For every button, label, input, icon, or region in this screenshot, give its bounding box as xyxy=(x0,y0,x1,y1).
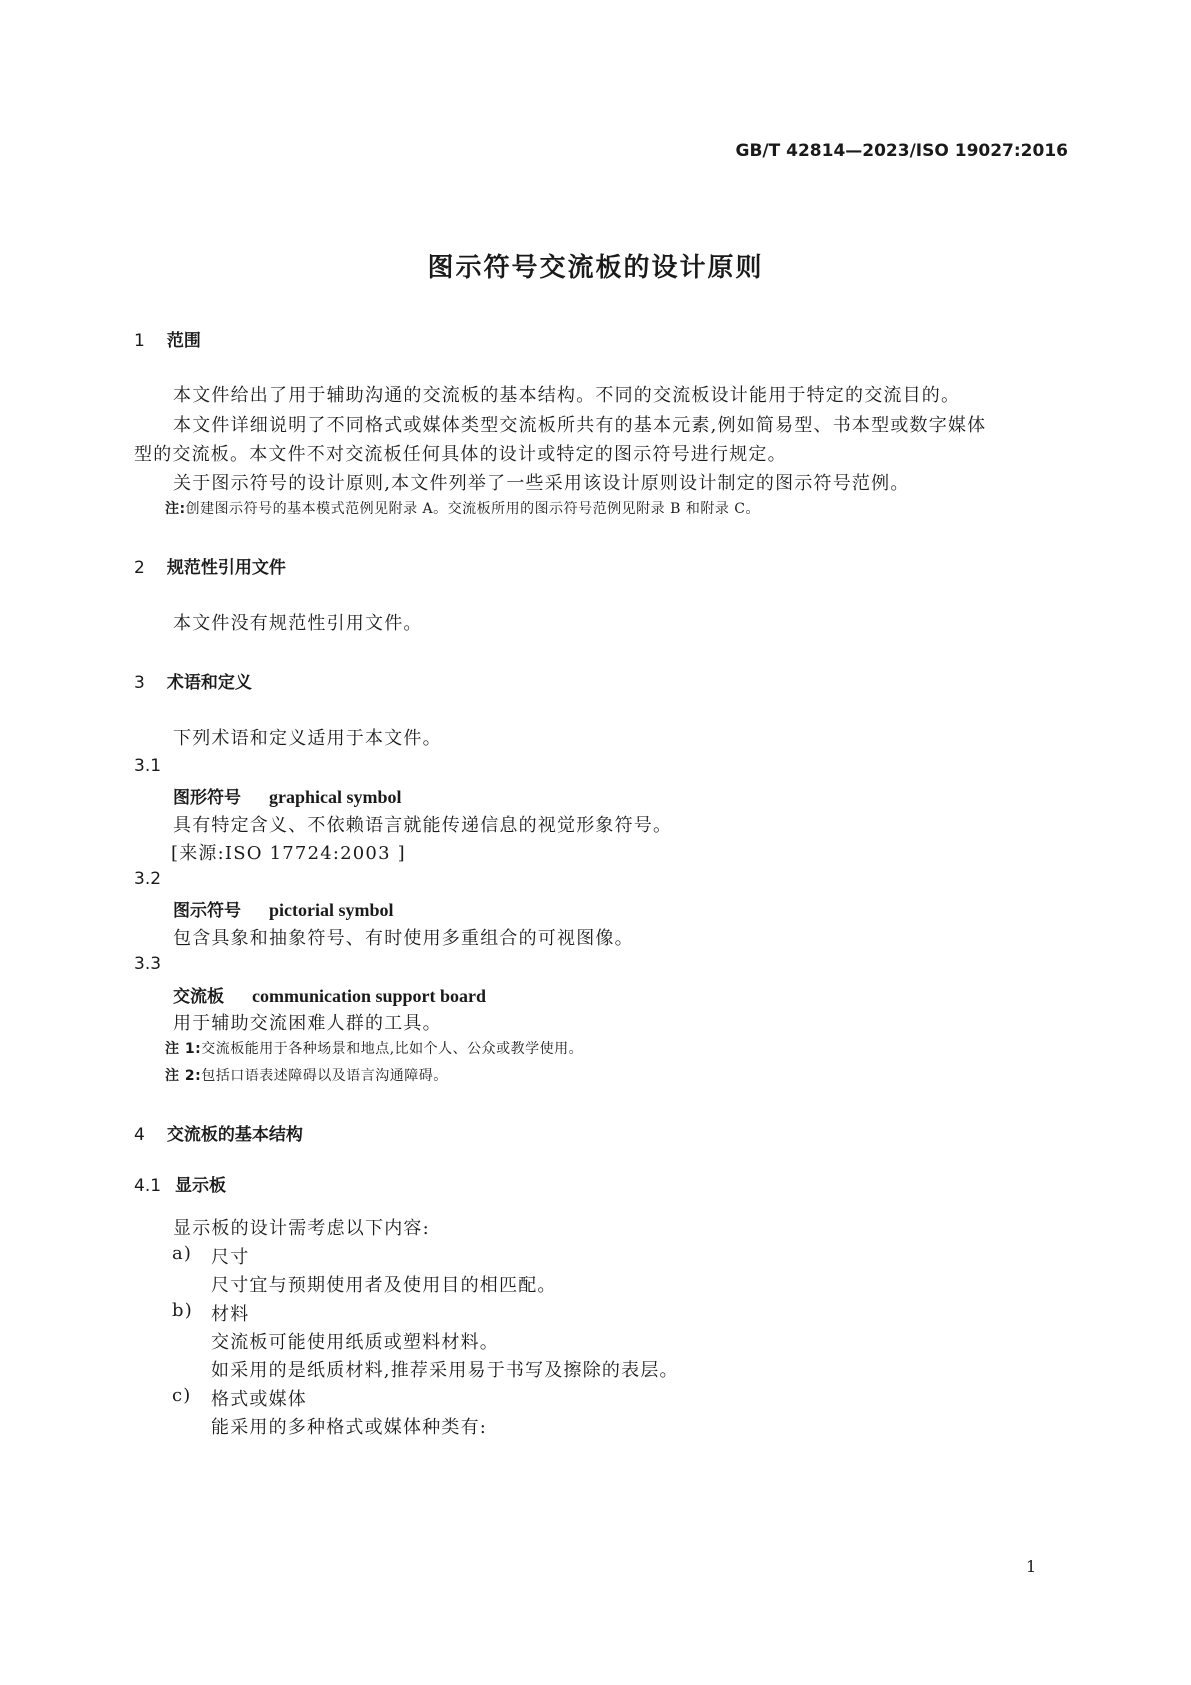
term-definition: 用于辅助交流困难人群的工具。 xyxy=(173,1013,442,1034)
list-item-text: 能采用的多种格式或媒体种类有: xyxy=(211,1417,488,1438)
section-3-heading xyxy=(134,668,252,693)
section-title: 范围 xyxy=(166,331,201,351)
note-label: 注: xyxy=(165,501,186,517)
section-title: 交流板的基本结构 xyxy=(166,1125,303,1145)
section-4-heading xyxy=(134,1120,303,1145)
section-number: 4 xyxy=(134,1125,145,1145)
note xyxy=(165,1038,583,1058)
section-number: 1 xyxy=(134,331,145,351)
note-text: 创建图示符号的基本模式范例见附录 A。交流板所用的图示符号范例见附录 B 和附录 C。 xyxy=(185,501,761,517)
term-en: communication support board xyxy=(252,986,487,1006)
term-zh: 交流板 xyxy=(173,987,224,1007)
list-item-label: a) xyxy=(172,1243,193,1264)
list-item-title: 尺寸 xyxy=(211,1247,250,1268)
page-number: 1 xyxy=(1026,1557,1037,1576)
note-label: 注 1: xyxy=(165,1041,202,1057)
paragraph: 本文件详细说明了不同格式或媒体类型交流板所共有的基本元素,例如简易型、书本型或数字媒体 xyxy=(173,415,987,436)
subsection-number: 4.1 xyxy=(134,1176,162,1196)
term-en: graphical symbol xyxy=(269,787,402,807)
term-heading xyxy=(173,982,486,1007)
section-title: 规范性引用文件 xyxy=(166,558,286,578)
subsection-4-1-heading xyxy=(134,1171,226,1196)
list-item-text: 尺寸宜与预期使用者及使用目的相匹配。 xyxy=(211,1275,557,1296)
note-label: 注 2: xyxy=(165,1068,202,1084)
list-item-label: c) xyxy=(172,1385,192,1406)
list-item-title: 材料 xyxy=(211,1304,250,1325)
document-title: 图示符号交流板的设计原则 xyxy=(427,253,764,283)
term-en: pictorial symbol xyxy=(269,900,394,920)
paragraph-continuation: 型的交流板。本文件不对交流板任何具体的设计或特定的图示符号进行规定。 xyxy=(134,444,787,465)
term-source: [来源:ISO 17724:2003 ] xyxy=(171,843,406,864)
term-zh: 图形符号 xyxy=(173,788,241,808)
list-item-text: 如采用的是纸质材料,推荐采用易于书写及擦除的表层。 xyxy=(211,1360,679,1381)
note-text: 包括口语表述障碍以及语言沟通障碍。 xyxy=(201,1068,448,1084)
term-definition: 具有特定含义、不依赖语言就能传递信息的视觉形象符号。 xyxy=(173,815,673,836)
list-item-title: 格式或媒体 xyxy=(211,1389,307,1410)
term-number: 3.1 xyxy=(134,756,162,776)
paragraph: 本文件给出了用于辅助沟通的交流板的基本结构。不同的交流板设计能用于特定的交流目的。 xyxy=(173,385,961,406)
term-heading xyxy=(173,783,402,808)
section-2-heading xyxy=(134,553,286,578)
section-number: 3 xyxy=(134,673,145,693)
term-zh: 图示符号 xyxy=(173,901,241,921)
term-definition: 包含具象和抽象符号、有时使用多重组合的可视图像。 xyxy=(173,928,634,949)
paragraph: 下列术语和定义适用于本文件。 xyxy=(173,728,442,749)
standard-code: GB/T 42814—2023/ISO 19027:2016 xyxy=(735,141,1068,161)
subsection-title: 显示板 xyxy=(175,1176,227,1196)
list-item-label: b) xyxy=(172,1300,193,1321)
paragraph: 本文件没有规范性引用文件。 xyxy=(173,613,423,634)
term-number: 3.3 xyxy=(134,954,162,974)
note-text: 交流板能用于各种场景和地点,比如个人、公众或教学使用。 xyxy=(201,1041,584,1057)
term-heading xyxy=(173,896,394,921)
term-number: 3.2 xyxy=(134,869,162,889)
note xyxy=(165,498,760,518)
section-title: 术语和定义 xyxy=(166,673,252,693)
note xyxy=(165,1065,448,1085)
paragraph: 关于图示符号的设计原则,本文件列举了一些采用该设计原则设计制定的图示符号范例。 xyxy=(173,473,910,494)
list-item-text: 交流板可能使用纸质或塑料材料。 xyxy=(211,1332,499,1353)
section-1-heading xyxy=(134,326,201,351)
section-number: 2 xyxy=(134,558,145,578)
paragraph: 显示板的设计需考虑以下内容: xyxy=(173,1218,430,1239)
